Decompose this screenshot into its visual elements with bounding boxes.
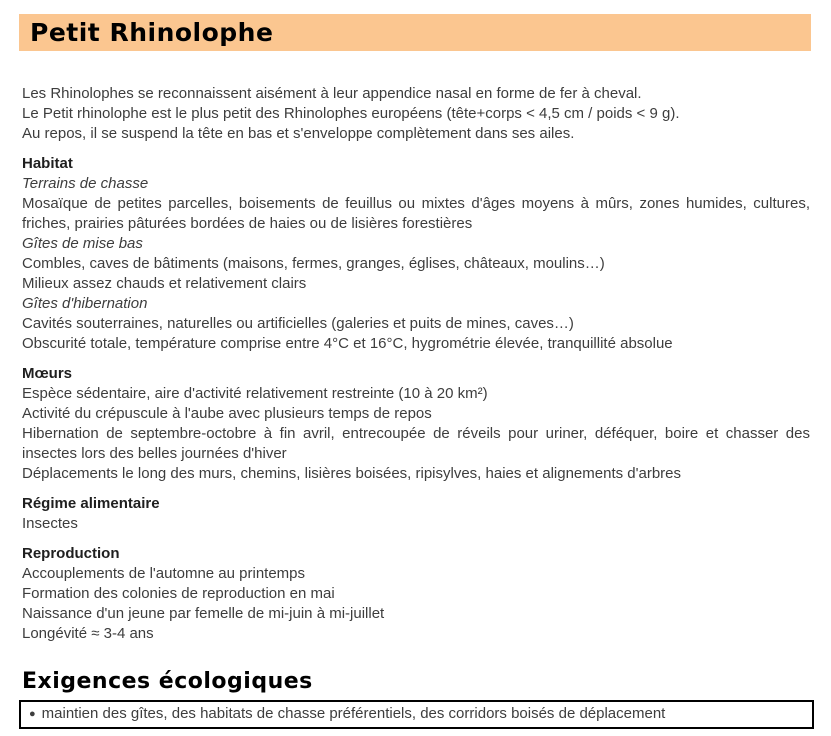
section-heading: Régime alimentaire <box>22 495 160 512</box>
section-habitat <box>22 154 810 354</box>
title-bar <box>19 14 811 51</box>
section-heading: Habitat <box>22 155 73 172</box>
bullet-icon: ● <box>29 708 36 720</box>
text-line: Formation des colonies de reproduction en mai <box>22 585 335 602</box>
text-line: Accouplements de l'automne au printemps <box>22 565 306 582</box>
text-line: Naissance d'un jeune par femelle de mi-juin à mi-juillet <box>22 605 385 622</box>
section-regime-alimentaire <box>22 494 810 534</box>
subheading: Terrains de chasse <box>22 175 149 192</box>
text-line: Combles, caves de bâtiments (maisons, fermes, granges, églises, châteaux, moulins…) <box>22 255 605 272</box>
intro-line: Au repos, il se suspend la tête en bas et s'enveloppe complètement dans ses ailes. <box>22 125 575 142</box>
section-heading: Reproduction <box>22 545 120 562</box>
text-line: Cavités souterraines, naturelles ou artificielles (galeries et puits de mines, caves…) <box>22 315 574 332</box>
requirements-box <box>19 700 814 729</box>
section-heading: Mœurs <box>22 365 72 382</box>
text-line: Longévité ≈ 3-4 ans <box>22 625 154 642</box>
content-area <box>22 84 810 729</box>
text-line: Obscurité totale, température comprise entre 4°C et 16°C, hygrométrie élevée, tranquillité absolue <box>22 335 673 352</box>
text-line: Milieux assez chauds et relativement clairs <box>22 275 307 292</box>
ecological-requirements <box>22 669 810 729</box>
footer-heading: Exigences écologiques <box>22 669 313 694</box>
intro-line: Les Rhinolophes se reconnaissent aisément à leur appendice nasal en forme de fer à cheval. <box>22 85 642 102</box>
paragraph: Mosaïque de petites parcelles, boisements de feuillus ou mixtes d'âges moyens à mûrs, zones humides, cultures, friches, prairies pâturées bordées de haies ou de lisières forestières <box>22 195 810 232</box>
intro-line: Le Petit rhinolophe est le plus petit des Rhinolophes européens (tête+corps < 4,5 cm / poids < 9 g). <box>22 105 680 122</box>
text-line: Déplacements le long des murs, chemins, lisières boisées, ripisylves, haies et alignements d'arbres <box>22 465 681 482</box>
subheading: Gîtes d'hibernation <box>22 295 148 312</box>
section-reproduction <box>22 544 810 644</box>
intro-paragraph <box>22 84 810 144</box>
page-title: Petit Rhinolophe <box>30 18 274 47</box>
paragraph: Hibernation de septembre-octobre à fin avril, entrecoupée de réveils pour uriner, déféquer, boire et chasser des insectes lors des belles journées d'hiver <box>22 425 810 462</box>
requirement-item: maintien des gîtes, des habitats de chasse préférentiels, des corridors boisés de déplacement <box>41 705 666 722</box>
subheading: Gîtes de mise bas <box>22 235 143 252</box>
section-moeurs <box>22 364 810 484</box>
text-line: Espèce sédentaire, aire d'activité relativement restreinte (10 à 20 km²) <box>22 385 488 402</box>
text-line: Insectes <box>22 515 78 532</box>
text-line: Activité du crépuscule à l'aube avec plusieurs temps de repos <box>22 405 432 422</box>
